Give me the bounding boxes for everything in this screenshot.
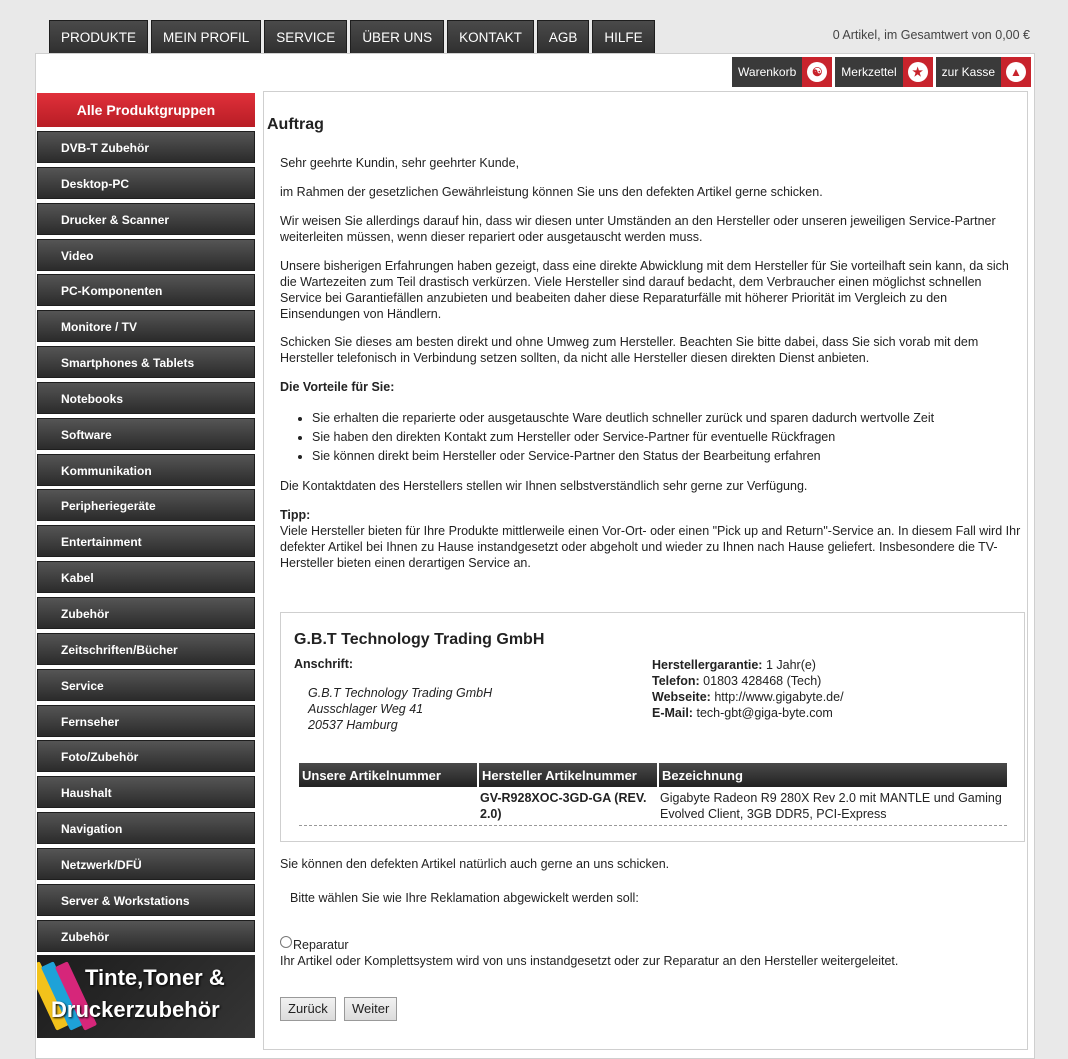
web-value: http://www.gigabyte.de/ (714, 690, 844, 704)
sidebar-item-zubehoer[interactable]: Zubehör (37, 597, 255, 629)
paragraph-5: Die Kontaktdaten des Herstellers stellen wir Ihnen selbstverständlich sehr gerne zur Verfügung. (280, 479, 808, 493)
paragraph-1: im Rahmen der gesetzlichen Gewährleistung können Sie uns den defekten Artikel gerne schicken. (280, 185, 823, 199)
kasse-label: zur Kasse (941, 65, 995, 79)
list-item: • Sie erhalten die reparierte oder ausgetauschte Ware deutlich schneller zurück und sparen dadurch wertvolle Zeit (312, 409, 1032, 428)
reparatur-radio[interactable] (280, 936, 292, 948)
vorteile-list (280, 409, 1032, 466)
sidebar-item-zeitschriften[interactable]: Zeitschriften/Bücher (37, 633, 255, 665)
list-item: • Sie können direkt beim Hersteller oder Service-Partner den Status der Bearbeitung erfahren (312, 447, 1032, 466)
email-value: tech-gbt@giga-byte.com (696, 706, 833, 720)
tab-mein-profil[interactable]: MEIN PROFIL (151, 20, 261, 55)
tipp-heading: Tipp: (280, 508, 311, 522)
cell-hersteller-nr: GV-R928XOC-3GD-GA (REV. 2.0) (479, 787, 657, 826)
sidebar-item-monitore-tv[interactable]: Monitore / TV (37, 310, 255, 342)
sidebar-item-dvbt-zubehoer[interactable]: DVB-T Zubehör (37, 131, 255, 163)
address-block (308, 685, 492, 733)
telefon-value: 01803 428468 (Tech) (703, 674, 822, 688)
banner-line1: Tinte,Toner & (85, 965, 225, 991)
sidebar-item-foto-zubehoer[interactable]: Foto/Zubehör (37, 740, 255, 772)
sidebar-item-desktop-pc[interactable]: Desktop-PC (37, 167, 255, 199)
toner-banner[interactable] (37, 955, 255, 1038)
sidebar-item-netzwerk-dfue[interactable]: Netzwerk/DFÜ (37, 848, 255, 880)
article-table (297, 763, 1009, 826)
garantie-value: 1 Jahr(e) (765, 658, 816, 672)
cell-bezeichnung: Gigabyte Radeon R9 280X Rev 2.0 mit MANTLE und Gaming Evolved Client, 3GB DDR5, PCI-Express (659, 787, 1007, 826)
manufacturer-box (280, 612, 1025, 842)
address-line: Ausschlager Weg 41 (308, 702, 424, 716)
page-title: Auftrag (267, 116, 324, 133)
merkzettel-label: Merkzettel (841, 65, 897, 79)
sidebar-item-navigation[interactable]: Navigation (37, 812, 255, 844)
telefon-label: Telefon: (652, 674, 700, 688)
tab-service[interactable]: SERVICE (264, 20, 347, 55)
checkout-icon: ▲ (1001, 57, 1031, 87)
email-label: E-Mail: (652, 706, 693, 720)
col-header-bezeichnung: Bezeichnung (659, 763, 1007, 787)
merkzettel-button[interactable] (835, 57, 932, 87)
basket-icon: ☯ (802, 57, 832, 87)
cell-artikelnummer (299, 787, 477, 826)
tab-kontakt[interactable]: KONTAKT (447, 20, 534, 55)
address-label: Anschrift: (294, 657, 354, 671)
reparatur-desc: Ihr Artikel oder Komplettsystem wird von uns instandgesetzt oder zur Reparatur an den Hersteller weitergeleitet. (280, 954, 899, 968)
tipp-text: Viele Hersteller bieten für Ihre Produkte mittlerweile einen Vor-Ort- oder einen "Pick up and Return"-Service an. In diesem Fall wird Ihr defekter Artikel bei Ihnen zu Hause instandgesetzt oder abgeholt und wieder zu Ihnen nach Hause geliefert. Insbesondere die TV-Hersteller bieten einen derartigen Service an. (280, 524, 1021, 570)
greeting: Sehr geehrte Kundin, sehr geehrter Kunde, (280, 156, 520, 170)
banner-line2: Druckerzubehör (51, 997, 220, 1023)
warenkorb-button[interactable] (732, 57, 832, 87)
vorteile-heading: Die Vorteile für Sie: (280, 380, 395, 394)
garantie-label: Herstellergarantie: (652, 658, 763, 672)
sidebar-item-pc-komponenten[interactable]: PC-Komponenten (37, 274, 255, 306)
tab-agb[interactable]: AGB (537, 20, 590, 55)
tab-hilfe[interactable]: HILFE (592, 20, 654, 55)
table-row (299, 787, 1007, 826)
sidebar-item-peripheriegeraete[interactable]: Peripheriegeräte (37, 489, 255, 521)
web-label: Webseite: (652, 690, 711, 704)
cart-summary: 0 Artikel, im Gesamtwert von 0,00 € (832, 28, 1030, 42)
list-item: • Sie haben den direkten Kontakt zum Hersteller oder Service-Partner für eventuelle Rückfragen (312, 428, 1032, 447)
warenkorb-label: Warenkorb (738, 65, 797, 79)
reparatur-label[interactable]: Reparatur (293, 938, 349, 952)
main-nav (49, 20, 655, 54)
sidebar-item-server-workstations[interactable]: Server & Workstations (37, 884, 255, 916)
sidebar-item-haushalt[interactable]: Haushalt (37, 776, 255, 808)
sidebar-item-kommunikation[interactable]: Kommunikation (37, 454, 255, 486)
content-area (263, 91, 1028, 1050)
paragraph-4: Schicken Sie dieses am besten direkt und ohne Umweg zum Hersteller. Beachten Sie bitte dabei, dass Sie sich vorab mit dem Hersteller telefonisch in Verbindung setzen sollten, da nicht alle Hersteller diesen direkten Dienst anbieten. (280, 335, 979, 365)
choose-text: Bitte wählen Sie wie Ihre Reklamation abgewickelt werden soll: (290, 891, 639, 905)
manufacturer-info (652, 657, 844, 721)
address-line: G.B.T Technology Trading GmbH (308, 686, 493, 700)
sidebar-item-service[interactable]: Service (37, 669, 255, 701)
star-icon: ★ (903, 57, 933, 87)
next-button[interactable]: Weiter (344, 997, 397, 1021)
kasse-button[interactable] (936, 57, 1031, 87)
sidebar-header[interactable]: Alle Produktgruppen (37, 93, 255, 127)
sidebar-item-smartphones-tablets[interactable]: Smartphones & Tablets (37, 346, 255, 378)
sidebar-item-drucker-scanner[interactable]: Drucker & Scanner (37, 203, 255, 235)
top-strip (0, 0, 1068, 22)
paragraph-6: Sie können den defekten Artikel natürlich auch gerne an uns schicken. (280, 857, 670, 871)
sidebar-item-notebooks[interactable]: Notebooks (37, 382, 255, 414)
address-line: 20537 Hamburg (308, 718, 398, 732)
sidebar-item-kabel[interactable]: Kabel (37, 561, 255, 593)
tab-ueber-uns[interactable]: ÜBER UNS (350, 20, 444, 55)
back-button[interactable]: Zurück (280, 997, 336, 1021)
paragraph-3: Unsere bisherigen Erfahrungen haben gezeigt, dass eine direkte Abwicklung mit dem Hersteller für Sie vorteilhaft sein kann, da sich die Wartezeiten zum Teil drastisch verkürzen. Viele Hersteller sind darauf bedacht, dem Verbraucher einen möglichst schnellen Service bei Garantiefällen anzubieten und beabeiten daher diese Reparaturfälle mit höherer Priorität im Vergleich zu den Einsendungen von Händlern. (280, 259, 1009, 321)
paragraph-2: Wir weisen Sie allerdings darauf hin, dass wir diesen unter Umständen an den Hersteller oder unseren jeweiligen Service-Partner weiterleiten müssen, wenn dieser repariert oder ausgetauscht werden muss. (280, 214, 996, 244)
sidebar-item-video[interactable]: Video (37, 239, 255, 271)
sidebar (37, 93, 255, 1038)
sidebar-item-zubehoer-2[interactable]: Zubehör (37, 920, 255, 952)
sidebar-item-software[interactable]: Software (37, 418, 255, 450)
sidebar-item-fernseher[interactable]: Fernseher (37, 705, 255, 737)
tab-produkte[interactable]: PRODUKTE (49, 20, 148, 55)
manufacturer-name: G.B.T Technology Trading GmbH (294, 631, 545, 648)
col-header-artikelnummer: Unsere Artikelnummer (299, 763, 477, 787)
action-buttons (732, 57, 1031, 87)
sidebar-item-entertainment[interactable]: Entertainment (37, 525, 255, 557)
col-header-hersteller-nr: Hersteller Artikelnummer (479, 763, 657, 787)
